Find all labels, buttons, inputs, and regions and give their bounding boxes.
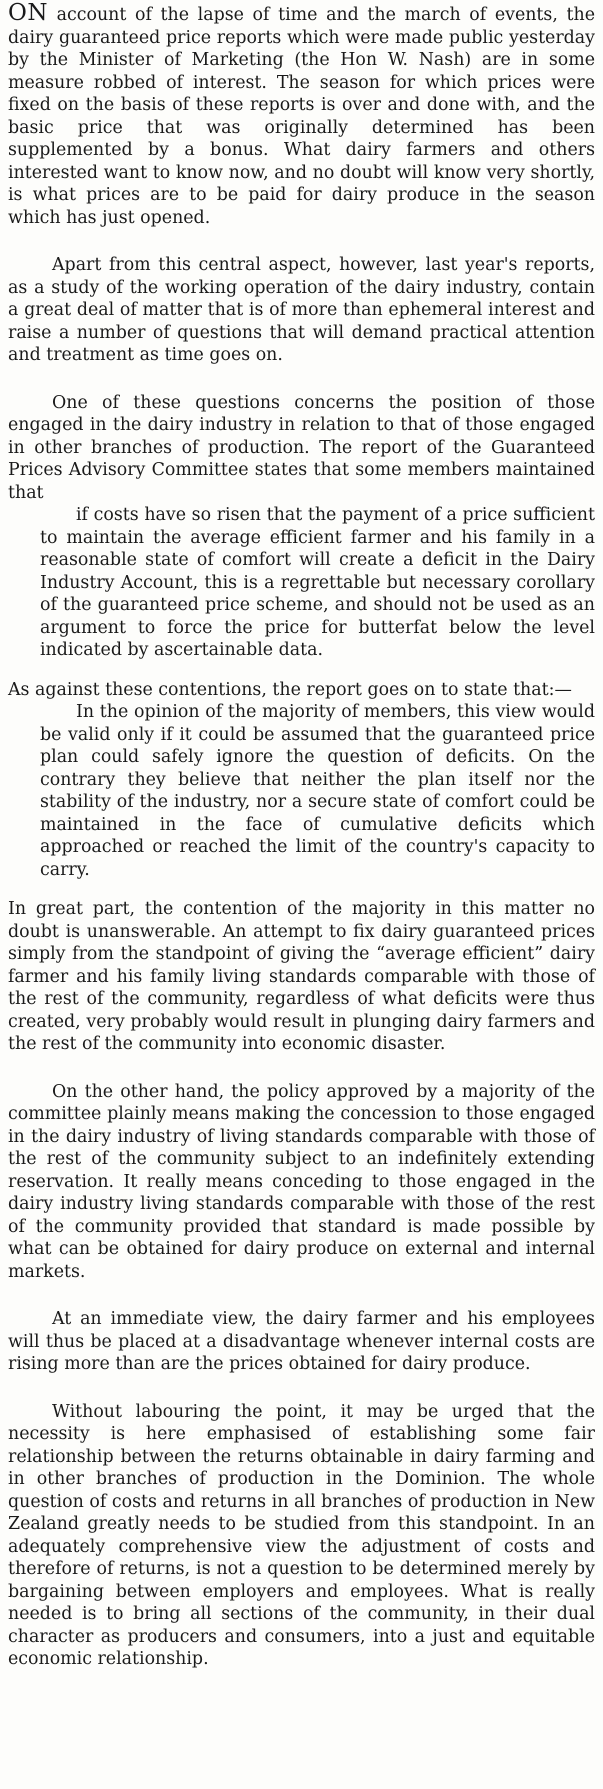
paragraph-other-hand: On the other hand, the policy approved by a majority of the committee plainly means making the concession to those engaged in the dairy industry of living standards comparable with those of the rest of the community subject to an indefinitely extending reservation. It really means conceding to those engaged in the dairy industry living standards comparable with those of the rest of the community provided that standard is made possible by what can be obtained for dairy produce on external and internal markets. — [8, 1081, 595, 1282]
drop-cap: ON — [8, 0, 48, 26]
paragraph-great-part: In great part, the contention of the majority in this matter no doubt is unanswerable. An attempt to fix dairy guaranteed prices simply from the standpoint of giving the “average efficient” dairy farmer and his family living standards comparable with those of the rest of the community, regardless of what deficits were thus created, very probably would result in plunging dairy farmers and the rest of the community into economic disaster. — [8, 899, 595, 1054]
paragraph-apart: Apart from this central aspect, however, last year's reports, as a study of the working operation of the dairy industry, contain a great deal of matter that is of more than ephemeral interest and raise a number of questions that will demand practical attention and treatment as time goes on. — [8, 255, 595, 365]
paragraph-intro-text: account of the lapse of time and the march of events, the dairy guaranteed price reports which were made public yesterday by the Minister of Marketing (the Hon W. Nash) are in some measure robbed of interest. The season for which prices were fixed on the basis of these reports is over and done with, and the basic price that was originally determined has been supplemented by a bonus. What dairy farmers and others interested want to know now, and no doubt will know very shortly, is what prices are to be paid for dairy produce in the season which has just opened. — [8, 5, 595, 228]
paragraph-conclusion: Without labouring the point, it may be urged that the necessity is here emphasised of establishing some fair relationship between the returns obtainable in dairy farming and in other branches of production in the Dominion. The whole question of costs and returns in all branches of production in New Zealand greatly needs to be studied from this standpoint. In an adequately comprehensive view the adjustment of costs and therefore of returns, is not a question to be determined merely by bargaining between employers and employees. What is really needed is to bring all sections of the community, in their dual character as producers and consumers, into a just and equitable economic relationship. — [8, 1401, 595, 1669]
block-quote-majority: In the opinion of the majority of members, this view would be valid only if it could be assumed that the guaranteed price plan could safely ignore the question of deficits. On the contrary they believe that neither the plan itself nor the stability of the industry, nor a secure state of comfort could be maintained in the face of cumulative deficits which approached or reached the limit of the country's capacity to carry. — [40, 702, 595, 880]
paragraph-immediate-view: At an immediate view, the dairy farmer and his employees will thus be placed at a disadvantage whenever internal costs are rising more than are the prices obtained for dairy produce. — [8, 1309, 595, 1374]
paragraph-questions: One of these questions concerns the position of those engaged in the dairy industry in relation to that of those engaged in other branches of production. The report of the Guaranteed Prices Advisory Committee states that some members maintained that — [8, 392, 595, 503]
paragraph-intro — [8, 2, 595, 229]
block-quote-minority: if costs have so risen that the payment of a price sufficient to maintain the average efficient farmer and his family in a reasonable state of comfort will create a deficit in the Dairy Industry Account, this is a regrettable but necessary corollary of the guaranteed price scheme, and should not be used as an argument to force the price for butterfat below the level indicated by ascertainable data. — [40, 505, 595, 660]
paragraph-contentions: As against these contentions, the report goes on to state that:— — [8, 679, 572, 700]
